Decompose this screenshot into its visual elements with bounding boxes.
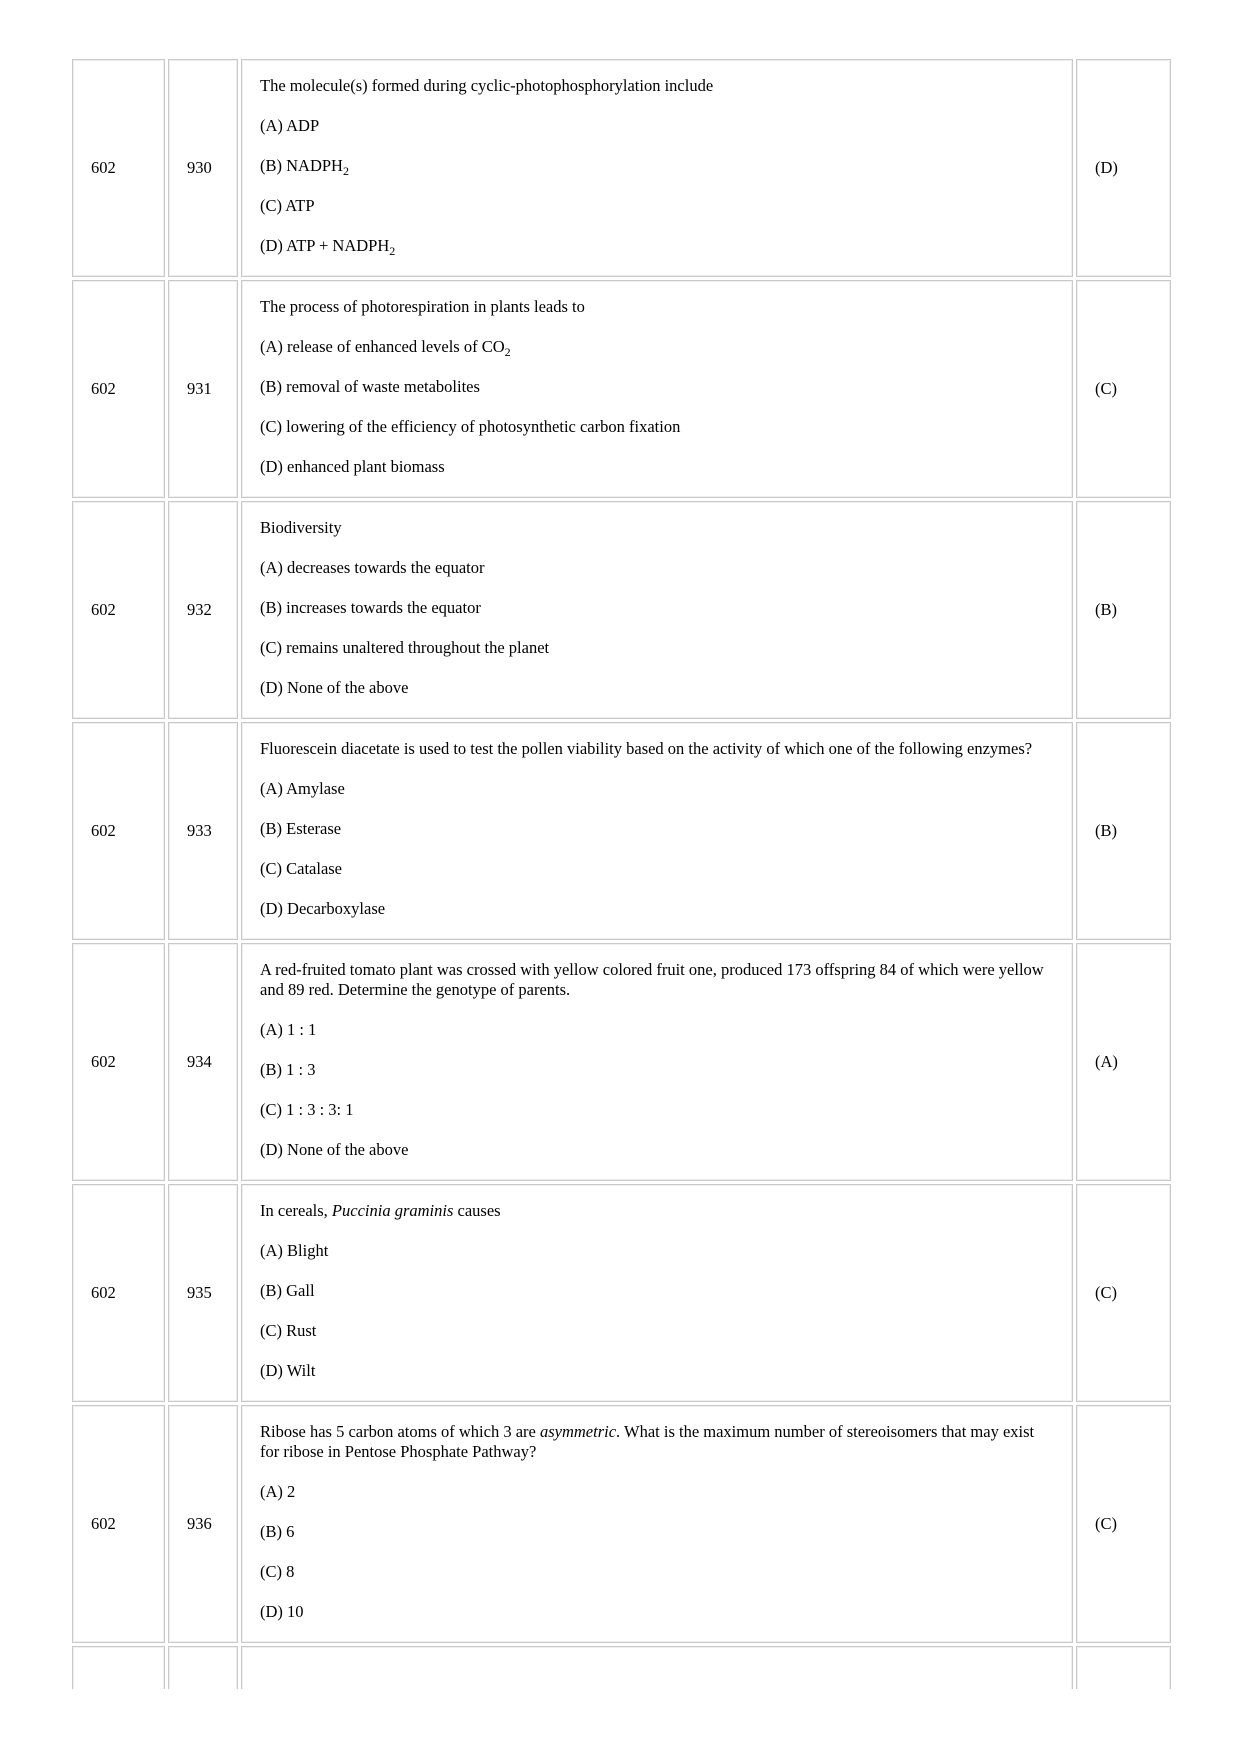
text-segment: Biodiversity <box>260 518 342 537</box>
question-text <box>260 739 1032 759</box>
answer-option <box>260 417 680 437</box>
answer-option <box>260 1241 328 1261</box>
answer-option <box>260 678 408 698</box>
text-segment: (B) Gall <box>260 1281 315 1300</box>
text-segment: (C) Rust <box>260 1321 317 1340</box>
text-segment: In cereals, <box>260 1201 332 1220</box>
text-segment: Ribose has 5 carbon atoms of which 3 are <box>260 1422 540 1441</box>
text-segment: (D) enhanced plant biomass <box>260 457 445 476</box>
answer-option <box>260 1100 354 1120</box>
text-segment: (B) removal of waste metabolites <box>260 377 480 396</box>
question-text <box>260 518 342 538</box>
text-segment: Fluorescein diacetate is used to test the pollen viability based on the activity of which one of the following enzymes? <box>260 739 1033 758</box>
paper-code-cell: 602 <box>72 1184 165 1402</box>
answer-key-cell: (B) <box>1076 501 1171 719</box>
answer-option <box>260 196 315 216</box>
text-segment: A red-fruited tomato plant was crossed with yellow colored fruit one, produced 173 offspring 84 of which were yellow and 89 red. Determine the genotype of parents. <box>260 960 1044 999</box>
text-segment: (A) Blight <box>260 1241 329 1260</box>
answer-key-cell: (C) <box>1076 280 1171 498</box>
text-segment: (B) 1 : 3 <box>260 1060 316 1079</box>
answer-option <box>260 337 511 357</box>
text-segment: (A) Amylase <box>260 779 345 798</box>
table-row <box>72 59 1174 277</box>
paper-code-cell: 602 <box>72 722 165 940</box>
paper-code-cell: 602 <box>72 501 165 719</box>
text-segment: (A) 1 : 1 <box>260 1020 317 1039</box>
table-row <box>72 1405 1174 1643</box>
table-row <box>72 943 1174 1181</box>
question-text <box>260 76 713 96</box>
question-table <box>72 59 1174 1689</box>
text-segment: (B) NADPH <box>260 156 343 175</box>
text-segment: (C) 1 : 3 : 3: 1 <box>260 1100 354 1119</box>
text-segment: (A) release of enhanced levels of CO <box>260 337 505 356</box>
empty-cell <box>168 1646 238 1689</box>
text-segment: causes <box>453 1201 501 1220</box>
answer-option <box>260 1361 315 1381</box>
answer-option <box>260 1562 294 1582</box>
answer-option <box>260 377 480 397</box>
empty-cell <box>1076 1646 1171 1689</box>
text-segment: (D) None of the above <box>260 678 409 697</box>
paper-code-cell: 602 <box>72 280 165 498</box>
answer-option <box>260 638 549 658</box>
empty-cell <box>72 1646 165 1689</box>
question-number-cell: 930 <box>168 59 238 277</box>
answer-key-cell: (B) <box>1076 722 1171 940</box>
text-segment: (C) remains unaltered throughout the planet <box>260 638 550 657</box>
text-segment: (B) increases towards the equator <box>260 598 481 617</box>
answer-option <box>260 598 481 618</box>
text-segment: (A) decreases towards the equator <box>260 558 485 577</box>
table-row-partial <box>72 1646 1174 1689</box>
answer-option <box>260 899 385 919</box>
text-segment: (D) Wilt <box>260 1361 316 1380</box>
answer-option <box>260 1281 315 1301</box>
text-segment: (C) ATP <box>260 196 315 215</box>
answer-option <box>260 1060 315 1080</box>
answer-option <box>260 819 341 839</box>
question-number-cell: 936 <box>168 1405 238 1643</box>
text-segment: The process of photorespiration in plants leads to <box>260 297 585 316</box>
answer-option <box>260 1020 316 1040</box>
question-text <box>260 297 585 317</box>
question-cell <box>241 280 1073 498</box>
question-text <box>260 960 1054 1000</box>
answer-option <box>260 558 484 578</box>
question-cell <box>241 943 1073 1181</box>
text-segment: . What is the maximum number of stereoisomers that may exist for ribose in Pentose Phosphate Pathway? <box>260 1422 1035 1461</box>
question-text <box>260 1422 1054 1462</box>
answer-option <box>260 457 445 477</box>
text-segment: (B) 6 <box>260 1522 295 1541</box>
text-segment: (A) ADP <box>260 116 320 135</box>
question-number-cell: 934 <box>168 943 238 1181</box>
question-cell <box>241 1184 1073 1402</box>
text-segment: (D) None of the above <box>260 1140 409 1159</box>
subscript: 2 <box>342 164 349 178</box>
answer-option <box>260 156 349 176</box>
text-segment: Puccinia graminis <box>331 1201 454 1220</box>
text-segment: (D) 10 <box>260 1602 304 1621</box>
answer-option <box>260 1482 295 1502</box>
answer-key-cell: (C) <box>1076 1405 1171 1643</box>
text-segment: (D) ATP + NADPH <box>260 236 390 255</box>
table-row <box>72 280 1174 498</box>
text-segment: (B) Esterase <box>260 819 342 838</box>
answer-option <box>260 236 395 256</box>
text-segment: The molecule(s) formed during cyclic-photophosphorylation include <box>260 76 714 95</box>
text-segment: asymmetric <box>539 1422 617 1441</box>
question-cell <box>241 501 1073 719</box>
question-number-cell: 935 <box>168 1184 238 1402</box>
paper-code-cell: 602 <box>72 1405 165 1643</box>
answer-option <box>260 1140 408 1160</box>
answer-option <box>260 1321 316 1341</box>
table-row <box>72 501 1174 719</box>
question-cell <box>241 59 1073 277</box>
text-segment: (C) 8 <box>260 1562 295 1581</box>
paper-code-cell: 602 <box>72 943 165 1181</box>
text-segment: (C) Catalase <box>260 859 343 878</box>
text-segment: (D) Decarboxylase <box>260 899 386 918</box>
subscript: 2 <box>389 244 396 258</box>
answer-key-cell: (D) <box>1076 59 1171 277</box>
table-row <box>72 1184 1174 1402</box>
answer-key-cell: (A) <box>1076 943 1171 1181</box>
answer-key-cell: (C) <box>1076 1184 1171 1402</box>
question-number-cell: 933 <box>168 722 238 940</box>
paper-code-cell: 602 <box>72 59 165 277</box>
answer-option <box>260 1602 304 1622</box>
subscript: 2 <box>504 345 511 359</box>
answer-option <box>260 859 342 879</box>
question-number-cell: 931 <box>168 280 238 498</box>
empty-cell <box>241 1646 1073 1689</box>
text-segment: (A) 2 <box>260 1482 296 1501</box>
question-number-cell: 932 <box>168 501 238 719</box>
question-text <box>260 1201 501 1221</box>
question-cell <box>241 1405 1073 1643</box>
answer-option <box>260 779 345 799</box>
table-row <box>72 722 1174 940</box>
answer-option <box>260 1522 294 1542</box>
text-segment: (C) lowering of the efficiency of photosynthetic carbon fixation <box>260 417 681 436</box>
question-cell <box>241 722 1073 940</box>
answer-option <box>260 116 319 136</box>
